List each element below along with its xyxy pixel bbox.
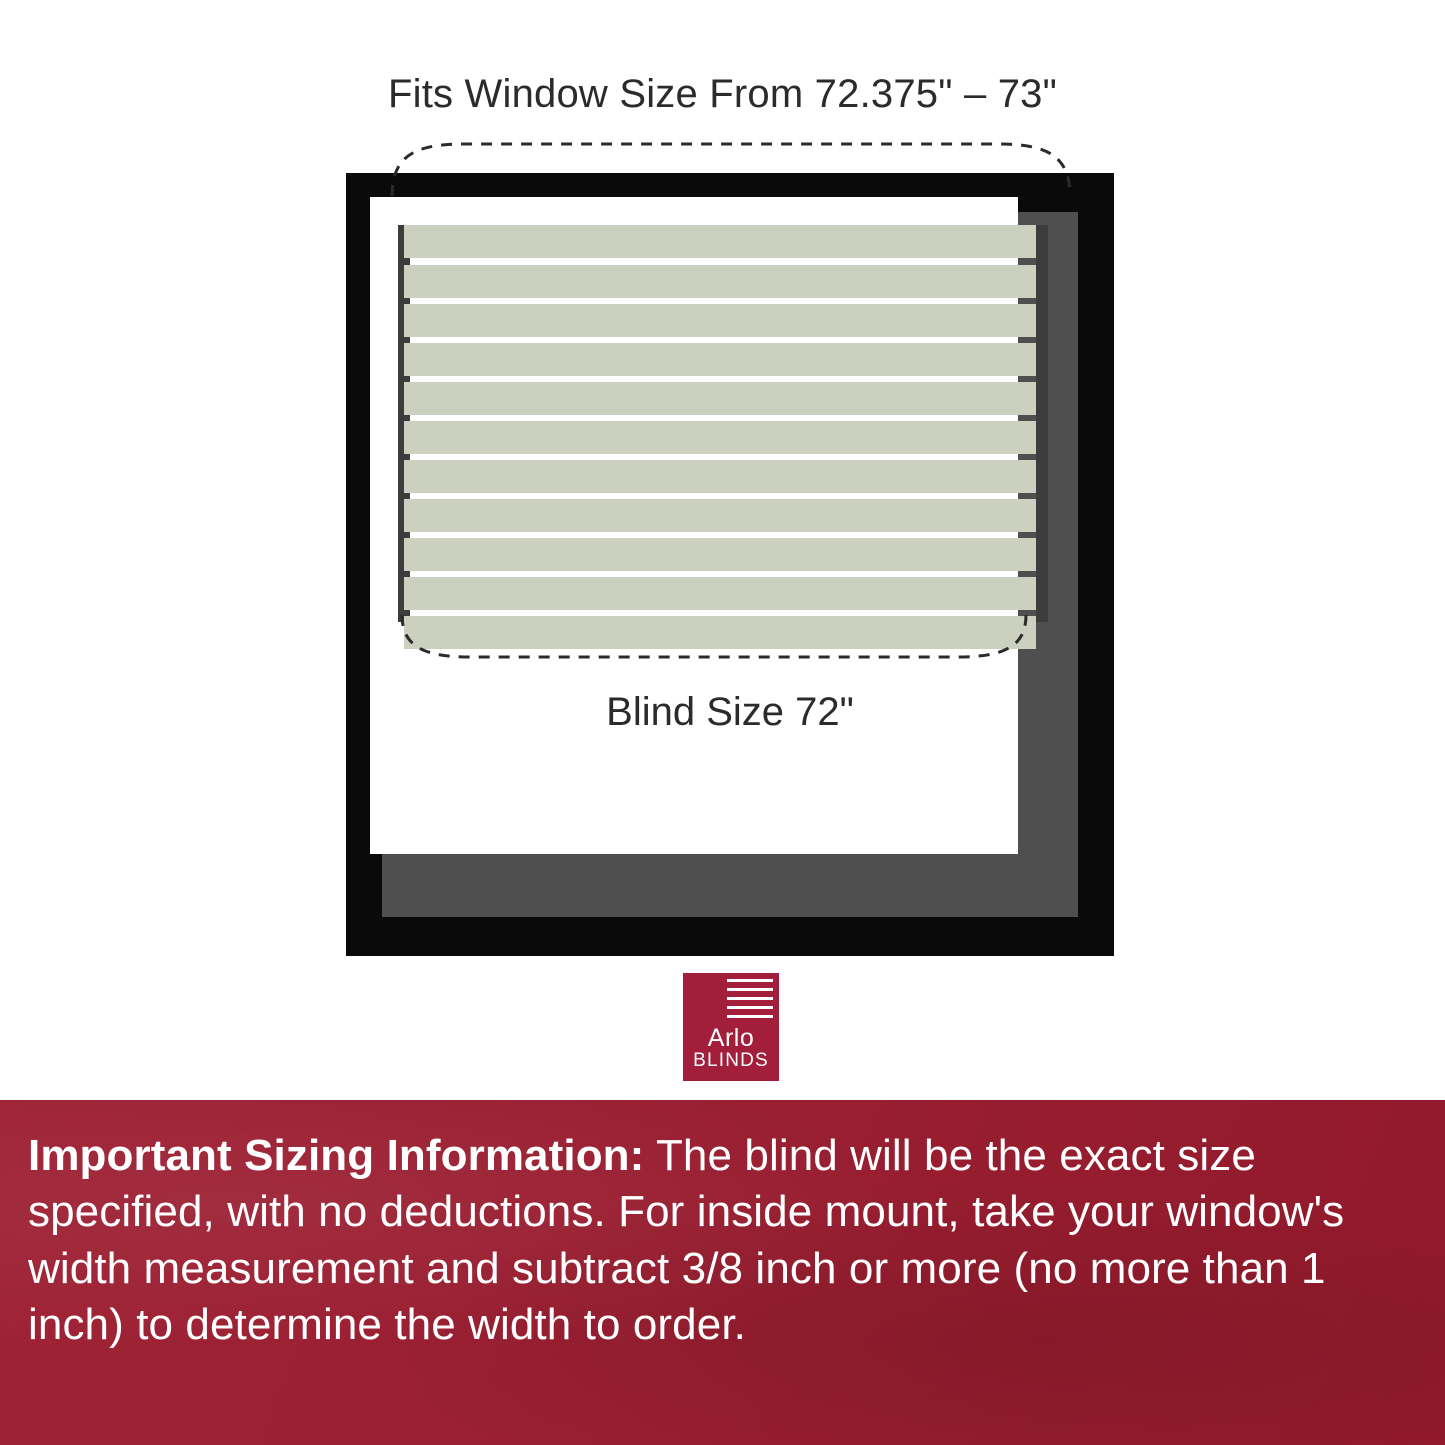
blind-right-rail: [1036, 225, 1048, 622]
logo-line-2: BLINDS: [693, 1050, 769, 1072]
window-size-dashed-bracket: [386, 138, 1076, 198]
sizing-information-lead: Important Sizing Information:: [28, 1131, 645, 1180]
blind-slat: [404, 265, 1036, 298]
sizing-information-banner: [0, 1100, 1445, 1445]
window-blind-diagram: [346, 173, 1114, 956]
blind-slat: [404, 577, 1036, 610]
sizing-information-text: [28, 1128, 1407, 1353]
blinds-slats-icon: [727, 979, 773, 1021]
blind-slat: [404, 304, 1036, 337]
blind-slat: [404, 460, 1036, 493]
logo-wordmark: [683, 1025, 779, 1071]
blind-size-dashed-bracket: [398, 613, 1030, 673]
blind-slat: [404, 382, 1036, 415]
arlo-blinds-logo: [683, 973, 779, 1081]
blind-slat: [404, 343, 1036, 376]
blind-slat: [404, 499, 1036, 532]
blind-slat: [404, 538, 1036, 571]
blind-slat: [404, 225, 1036, 258]
logo-line-1: Arlo: [707, 1023, 755, 1052]
sizing-information-body: The blind will be the exact size specified, with no deductions. For inside mount, take your window's width measurement and subtract 3/8 inch or more (no more than 1 inch) to determine the width to order.: [28, 1131, 1345, 1349]
blind-slat: [404, 421, 1036, 454]
blind-slat-stack: [404, 225, 1036, 622]
fits-window-size-headline: Fits Window Size From 72.375" – 73": [388, 72, 1057, 116]
blind-size-label: Blind Size 72": [606, 690, 854, 734]
